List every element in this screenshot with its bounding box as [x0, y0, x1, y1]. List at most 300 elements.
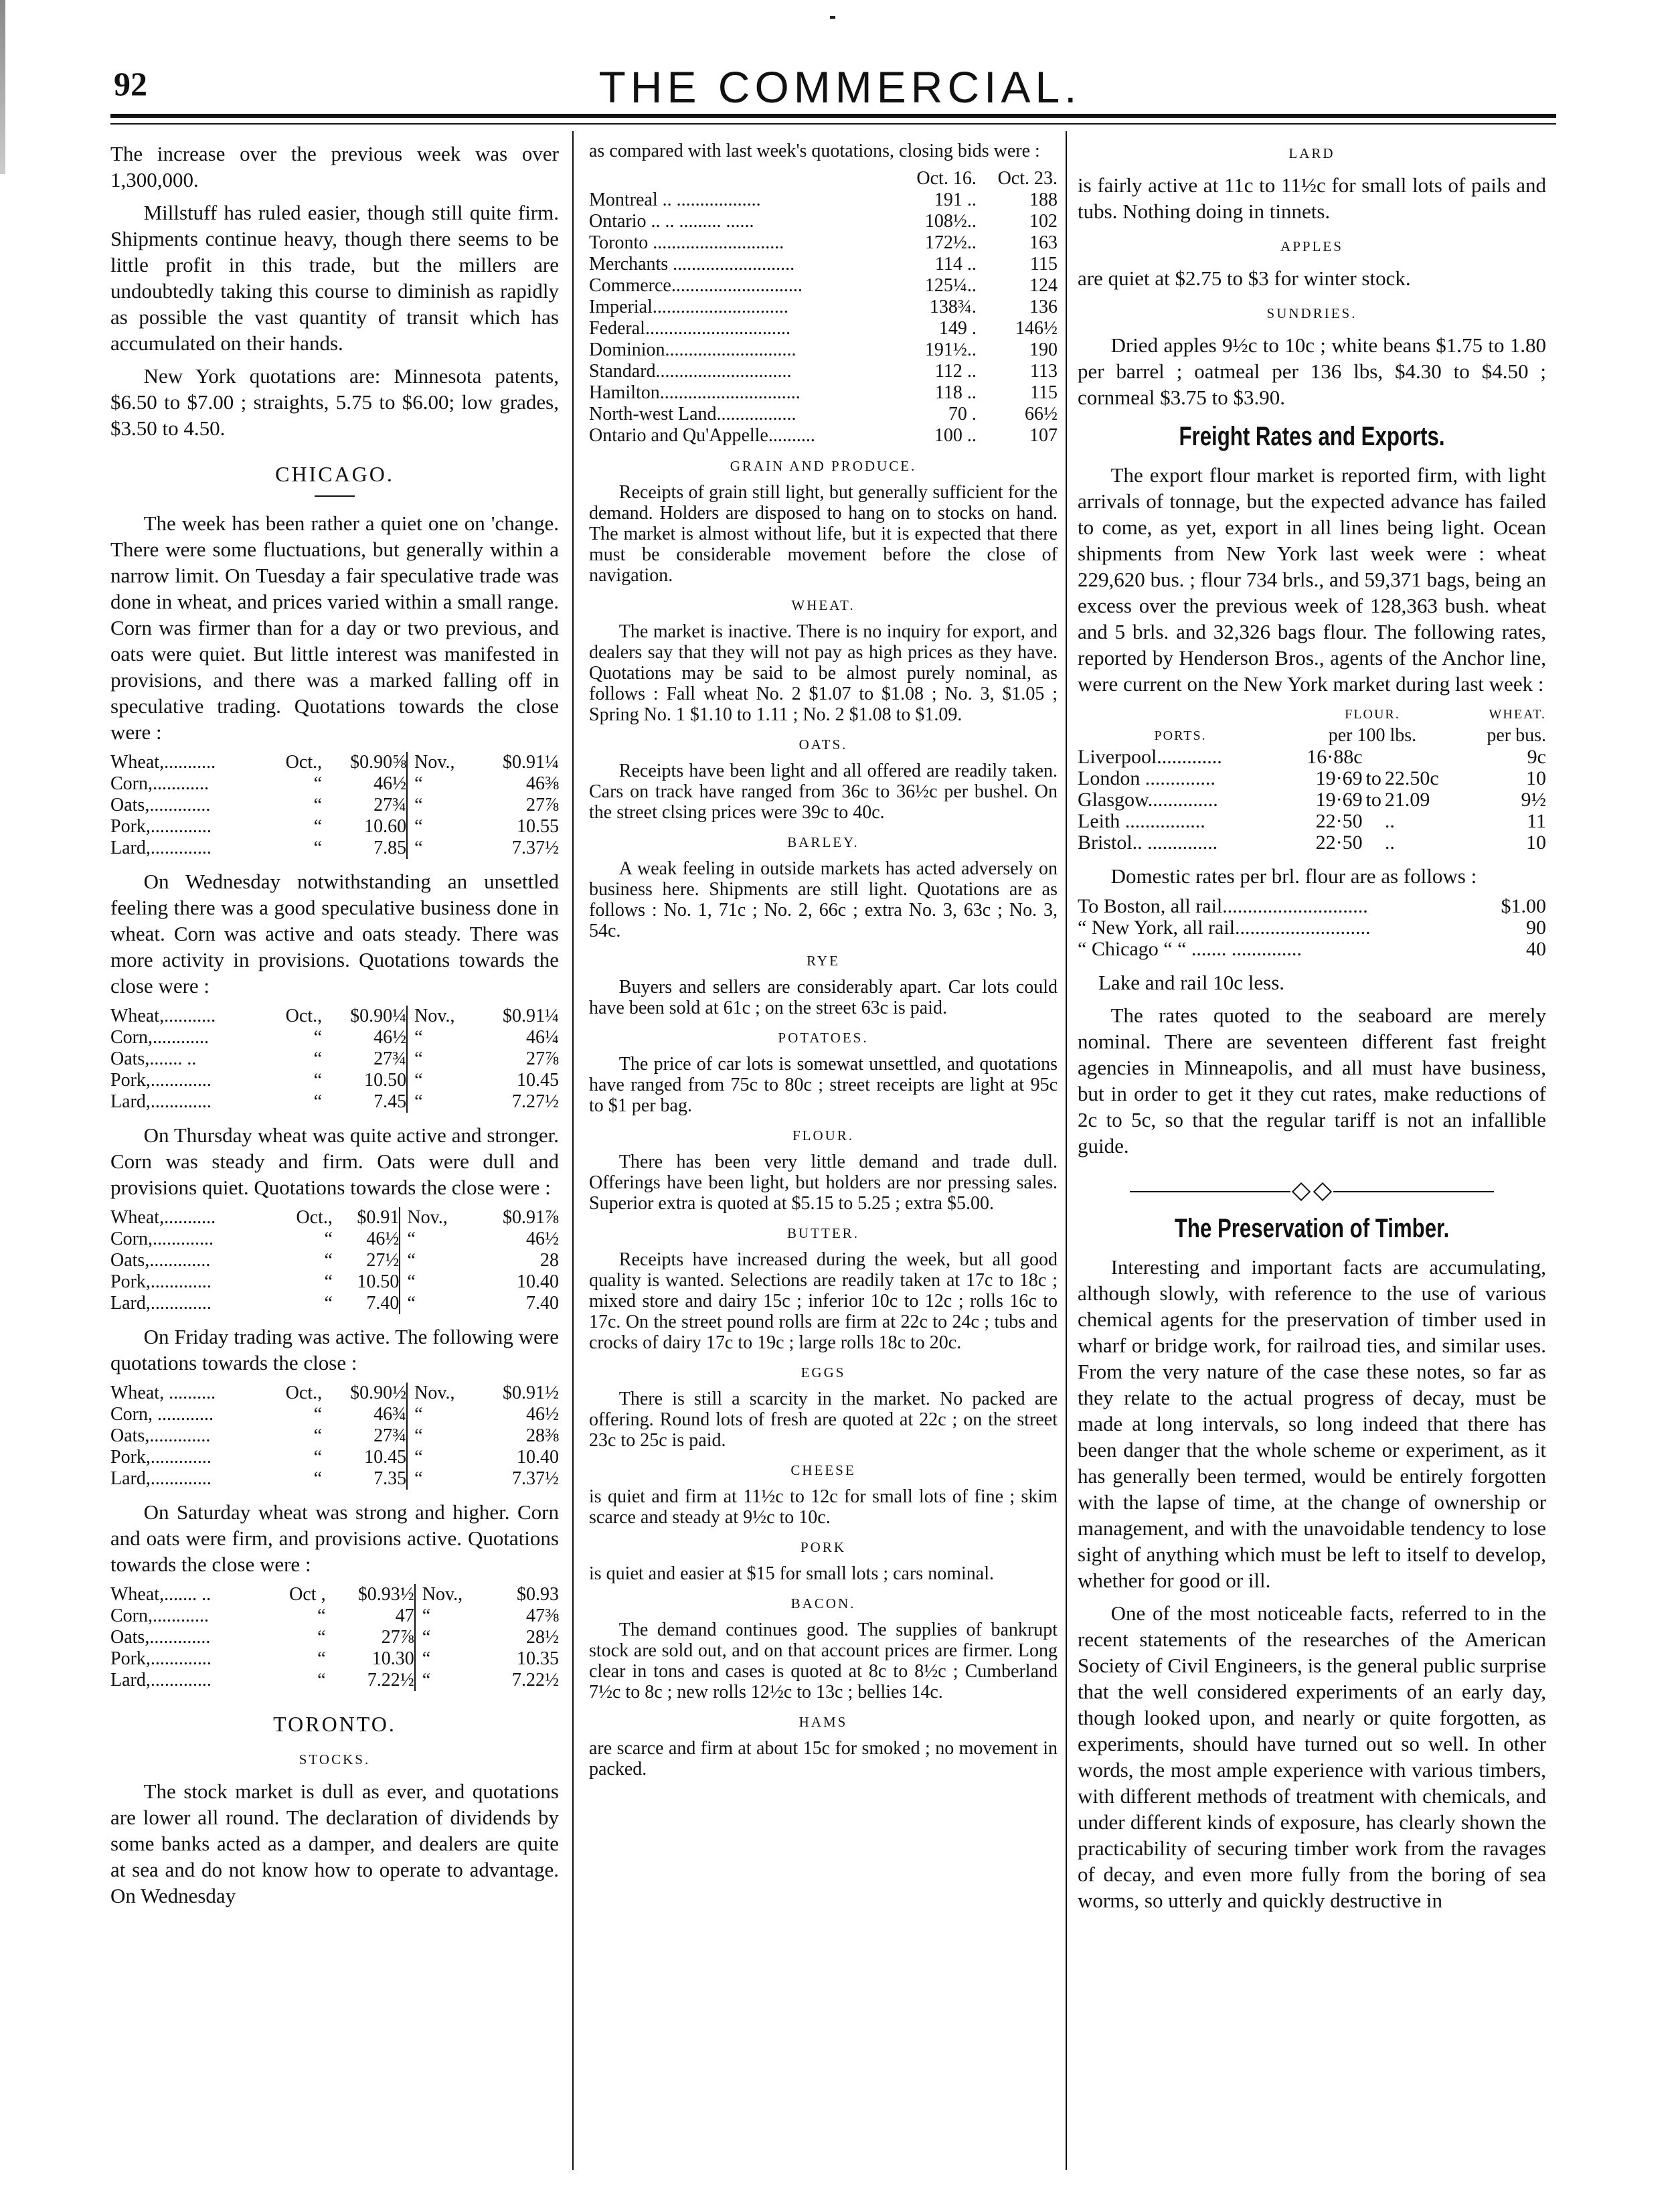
table-row [110, 1404, 559, 1425]
table-row [1078, 896, 1546, 917]
subheading-sundries: SUNDRIES. [1266, 305, 1357, 321]
price-cell: 10.35 [517, 1648, 559, 1669]
month-cell: “ [313, 1048, 323, 1069]
month-cell: “ [414, 1447, 423, 1468]
price-cell: 46⅜ [526, 773, 559, 794]
subheading-grain: GRAIN AND PRODUCE. [730, 458, 917, 474]
price-cell: 46½ [366, 1229, 400, 1249]
commodity-cell: Pork,............. [110, 1070, 212, 1091]
price-cell: 7.27½ [512, 1091, 559, 1112]
price-cell: 191½.. [924, 339, 977, 360]
rate-cell: 22·50 [1315, 832, 1363, 854]
column-divider-left [572, 131, 574, 2170]
table-row [589, 318, 1058, 339]
column-separator [400, 1250, 407, 1271]
month-cell: “ [313, 1027, 323, 1048]
rate-cell: .. [1384, 810, 1395, 832]
price-cell: $0.90¼ [350, 1006, 407, 1026]
month-cell: “ [313, 795, 323, 815]
month-cell: “ [414, 1404, 423, 1425]
table-row [110, 1670, 559, 1691]
price-cell: 10.40 [517, 1447, 559, 1468]
month-cell: Nov., [422, 1584, 463, 1605]
table-row [110, 1425, 559, 1447]
column-separator [400, 1207, 407, 1229]
column-header: Oct. 16. [916, 168, 977, 189]
month-cell: “ [317, 1627, 326, 1648]
column-separator [415, 1648, 422, 1670]
rate-cell [1363, 811, 1385, 832]
price-cell: 46½ [373, 773, 407, 794]
column-separator [407, 1447, 414, 1468]
table-row [110, 1091, 559, 1113]
table-row [110, 795, 559, 816]
paragraph: is fairly active at 11c to 11½c for small lots of pails and tubs. Nothing doing in tinnets. [1078, 173, 1546, 223]
rate-cell: 11 [1527, 810, 1546, 832]
price-cell: 27½ [366, 1250, 400, 1271]
price-cell: 46½ [373, 1027, 407, 1048]
price-cell: 46¾ [373, 1404, 407, 1425]
bank-name-cell: Commerce............................ [589, 275, 803, 296]
bank-name-cell: Merchants .......................... [589, 254, 795, 274]
commodity-cell: Wheat,........... [110, 1207, 216, 1228]
month-cell: “ [317, 1670, 326, 1690]
month-cell: “ [414, 1091, 423, 1112]
price-cell: 107 [1029, 425, 1058, 446]
rate-cell: 22·50 [1315, 810, 1363, 832]
subheading-flour: FLOUR. [792, 1127, 855, 1144]
column-header: per 100 lbs. [1328, 725, 1417, 746]
column-separator [407, 1027, 414, 1048]
month-cell: Oct , [289, 1584, 326, 1605]
paragraph: are scarce and firm at about 15c for smoked ; no movement in packed. [589, 1738, 1058, 1780]
subheading-pork: PORK [800, 1539, 847, 1555]
subheading-apples: APPLES [1280, 238, 1343, 254]
price-cell: $0.90½ [350, 1383, 407, 1403]
rate-cell: $1.00 [1501, 895, 1546, 917]
bank-name-cell: Hamilton.............................. [589, 382, 801, 403]
bank-name-cell: Ontario and Qu'Appelle.......... [589, 425, 815, 446]
masthead-rule-thin [110, 123, 1556, 125]
rate-cell: 90 [1526, 917, 1546, 939]
commodity-cell: Wheat,....... .. [110, 1584, 212, 1605]
table-row [589, 232, 1058, 254]
column-header: per bus. [1487, 725, 1546, 746]
paragraph: as compared with last week's quotations, closing bids were : [589, 141, 1040, 161]
column-left [110, 141, 559, 1915]
commodity-cell: Lard,............. [110, 1091, 212, 1112]
commodity-cell: Corn, ............ [110, 1404, 214, 1425]
table-row [589, 297, 1058, 318]
month-cell: “ [313, 816, 323, 837]
price-cell: 7.37½ [512, 1468, 559, 1489]
commodity-cell: Corn,............ [110, 773, 209, 794]
table-row [589, 382, 1058, 404]
commodity-cell: Pork,............. [110, 816, 212, 837]
port-cell: London .............. [1078, 767, 1215, 789]
price-cell: 10.45 [517, 1070, 559, 1091]
month-cell: “ [422, 1627, 431, 1648]
section-heading-chicago: CHICAGO. [275, 462, 394, 486]
price-cell: 102 [1029, 211, 1058, 232]
subheading-potatoes: POTATOES. [778, 1030, 869, 1046]
port-cell: Bristol.. .............. [1078, 832, 1218, 854]
price-cell: 124 [1029, 275, 1058, 296]
month-cell: “ [313, 838, 323, 858]
price-cell: 10.50 [357, 1271, 400, 1292]
price-cell: 125¼.. [924, 275, 977, 296]
price-cell: 27¾ [373, 1425, 407, 1446]
price-cell: 7.22½ [512, 1670, 559, 1690]
subheading-cheese: CHEESE [790, 1462, 856, 1478]
subheading-eggs: EGGS [801, 1364, 846, 1381]
column-header: Oct. 23. [997, 168, 1058, 189]
month-cell: “ [414, 1048, 423, 1069]
month-cell: “ [313, 1404, 323, 1425]
rate-cell: 40 [1526, 938, 1546, 960]
column-middle [589, 141, 1058, 1786]
rate-cell: 9c [1527, 746, 1546, 768]
rate-cell: .. [1384, 832, 1395, 854]
table-header-row [589, 168, 1058, 189]
table-header-row [1078, 725, 1546, 746]
month-cell: “ [313, 773, 323, 794]
table-row [589, 339, 1058, 361]
month-cell: “ [313, 1091, 323, 1112]
price-cell: 28⅜ [526, 1425, 559, 1446]
commodity-cell: Pork,............. [110, 1648, 212, 1669]
paragraph: is quiet and firm at 11½c to 12c for small lots of fine ; skim scarce and steady at 9½c to 10c. [589, 1486, 1058, 1528]
paragraph: Buyers and sellers are considerably apart. Car lots could have been sold at 61c ; on the street 63c is paid. [589, 977, 1058, 1018]
rate-cell [1363, 746, 1385, 768]
price-cell: 112 .. [934, 361, 977, 382]
table-row [110, 1048, 559, 1070]
rate-cell: 9½ [1521, 789, 1546, 811]
rate-cell: 16·88c [1307, 746, 1363, 768]
column-divider-right [1066, 131, 1067, 2170]
commodity-cell: Lard,............. [110, 1468, 212, 1489]
commodity-cell: Lard,............. [110, 1293, 212, 1314]
table-row [589, 211, 1058, 232]
table-row [1078, 917, 1546, 939]
price-cell: 7.85 [373, 838, 407, 858]
price-cell: 188 [1029, 189, 1058, 210]
price-cell: 108½.. [924, 211, 977, 232]
paragraph: One of the most noticeable facts, referred to in the recent statements of the researches of the American Society of Civil Engineers, is the general public surprise that the well considered experiments of an early day, though looked upon, and nearly or quite forgotten, as experiments, should have turned out so well. In other words, the most ample experience with various timbers, with different methods of treatment with chemicals, and under different kinds of exposure, has clearly shown the practicability of securing timber work from the ravages of decay, and even more fully from the boring of sea worms, so utterly and quickly destructive in [1078, 1601, 1546, 1912]
table-row [110, 1648, 559, 1670]
page-number: 92 [114, 65, 147, 102]
paragraph: The price of car lots is somewat unsettled, and quotations have ranged from 75c to 80c ; street receipts are light at 95c to $1 per bag. [589, 1054, 1058, 1116]
table-row [589, 361, 1058, 382]
price-cell: 138¾. [929, 297, 977, 317]
paragraph: On Saturday wheat was strong and higher. Corn and oats were firm, and provisions active. Quotations towards the close were : [110, 1500, 559, 1576]
price-cell: 10.60 [364, 816, 407, 837]
table-row [1078, 789, 1546, 811]
paragraph: Receipts have increased during the week, but all good quality is wanted. Selections are readily taken at 17c to 18c ; mixed store and dairy 15c ; inferior 10c to 12c ; rolls 16c to 17c. On the street pound rolls are firm at 22c to 24c ; tubs and crocks of dairy 17c to 19c ; large rolls 18c to 20c. [589, 1249, 1058, 1353]
rate-cell: to [1365, 789, 1381, 811]
price-cell: 118 .. [934, 382, 977, 403]
price-cell: $0.90⅝ [350, 752, 407, 773]
month-cell: “ [317, 1648, 326, 1669]
table-row [589, 425, 1058, 447]
price-cell: 172½.. [924, 232, 977, 253]
rate-cell [1385, 746, 1462, 768]
paragraph: Receipts have been light and all offered are readily taken. Cars on track have ranged from 36c to 36½c per bushel. On the street clsing prices were 39c to 40c. [589, 761, 1058, 823]
price-cell: $0.91½ [503, 1383, 559, 1403]
article-heading-timber: The Preservation of Timber. [1174, 1214, 1450, 1243]
rate-cell: to [1365, 767, 1381, 789]
month-cell: “ [324, 1271, 333, 1292]
paragraph: Interesting and important facts are accumulating, although slowly, with reference to the use of various chemical agents for the preservation of timber used in wharf or bridge work, for railroad ties, and similar uses. From the very nature of the case these notes, so far as they relate to the actual progress of decay, must be made at long intervals, so long indeed that there has been danger that the whole scheme or experiment, as it has generally been termed, would be entirely forgotten with the lapse of time, at the change of ownership or management, and with the unavoidable tendency to lose sight of anything which must be left to itself to develop, whether for good or ill. [1078, 1255, 1546, 1592]
paragraph: is quiet and easier at $15 for small lots ; cars nominal. [589, 1563, 994, 1584]
commodity-cell: Corn,............. [110, 1229, 214, 1249]
rate-cell: 21.09 [1384, 789, 1430, 811]
price-cell: $0.93½ [357, 1584, 414, 1605]
paragraph: The rates quoted to the seaboard are merely nominal. There are seventeen different fast freight agencies in Minneapolis, and all must have business, but in order to get it they cut rates, make reductions of 2c to 5c, so that the regular tariff is not an infallible guide. [1078, 1004, 1546, 1158]
section-heading-toronto: TORONTO. [273, 1712, 396, 1736]
quotation-table-saturday [110, 1584, 559, 1691]
month-cell: “ [414, 816, 423, 837]
price-cell: 163 [1029, 232, 1058, 253]
bank-name-cell: Standard............................. [589, 361, 792, 382]
column-separator [407, 1006, 414, 1027]
commodity-cell: Corn,............ [110, 1605, 209, 1626]
column-separator [415, 1670, 422, 1691]
price-cell: 46½ [526, 1229, 559, 1249]
month-cell: “ [407, 1293, 416, 1314]
price-cell: 70 . [948, 404, 977, 424]
price-cell: 10.45 [364, 1447, 407, 1468]
commodity-cell: Pork,............. [110, 1271, 212, 1292]
paragraph: The market is inactive. There is no inquiry for export, and dealers say that they will not pay as high prices as they have. Quotations may be said to be almost purely nominal, as follows : Fall wheat No. 2 $1.07 to $1.08 ; No. 3, $1.05 ; Spring No. 1 $1.10 to 1.11 ; No. 2 $1.08 to $1.09. [589, 621, 1058, 725]
commodity-cell: Lard,............. [110, 838, 212, 858]
column-separator [407, 816, 414, 838]
paragraph: The export flour market is reported firm, with light arrivals of tonnage, but the expected advance has failed to come, as yet, export in all lines being light. Ocean shipments from New York last week were : wheat 229,620 bus. ; flour 734 brls., and 59,371 bags, being an excess over the previous week of 128,363 bush. wheat and 5 brls. and 32,326 bags flour. The following rates, reported by Henderson Bros., agents of the Anchor line, were current on the New York market during last week : [1078, 463, 1546, 696]
month-cell: “ [407, 1271, 416, 1292]
bank-name-cell: Imperial............................. [589, 297, 788, 317]
table-row [110, 1027, 559, 1048]
month-cell: Oct., [296, 1207, 333, 1228]
month-cell: “ [414, 838, 423, 858]
price-cell: 115 [1030, 254, 1058, 274]
paragraph: A weak feeling in outside markets has acted adversely on business here. Shipments are still light. Quotations are as follows : No. 1, 71c ; No. 2, 66c ; extra No. 3, 63c ; No. 3, 54c. [589, 858, 1058, 941]
table-row [589, 254, 1058, 275]
column-separator [400, 1293, 407, 1314]
subheading-hams: HAMS [799, 1714, 848, 1730]
price-cell: 10.40 [517, 1271, 559, 1292]
bank-name-cell: North-west Land................. [589, 404, 796, 424]
table-row [110, 1605, 559, 1627]
quotation-table-thursday [110, 1207, 559, 1314]
table-row [589, 404, 1058, 425]
table-row [110, 773, 559, 795]
table-row [110, 1271, 559, 1293]
paragraph: On Wednesday notwithstanding an unsettled feeling there was a good speculative business done in wheat. Corn was active and oats steady. There was more activity in provisions. Quotations towards the close were : [110, 870, 559, 998]
masthead [0, 0, 1680, 147]
price-cell: 27⅞ [381, 1627, 414, 1648]
table-row [110, 1447, 559, 1468]
column-separator [407, 1425, 414, 1447]
rate-cell: 22.50c [1384, 767, 1439, 789]
price-cell: 27¾ [373, 1048, 407, 1069]
table-row [110, 1293, 559, 1314]
column-header: WHEAT. [1489, 707, 1546, 722]
month-cell: “ [313, 1070, 323, 1091]
subheading-butter: BUTTER. [787, 1225, 859, 1241]
month-cell: “ [414, 795, 423, 815]
rate-cell: 19·69 [1315, 789, 1363, 811]
price-cell: $0.91¼ [503, 752, 559, 773]
table-row [1078, 832, 1546, 854]
month-cell: “ [324, 1250, 333, 1271]
price-cell: 28½ [526, 1627, 559, 1648]
month-cell: “ [313, 1447, 323, 1468]
price-cell: 10.55 [517, 816, 559, 837]
table-row [110, 1207, 559, 1229]
paragraph: Receipts of grain still light, but generally sufficient for the demand. Holders are disposed to hang on to stocks on hand. The market is almost without life, but it is expected that there must be considerable movement before the close of navigation. [589, 482, 1058, 586]
commodity-cell: Corn,............ [110, 1027, 209, 1048]
column-separator [407, 773, 414, 795]
table-row [110, 1627, 559, 1648]
price-cell: 46½ [526, 1404, 559, 1425]
bank-name-cell: Dominion............................ [589, 339, 796, 360]
table-row [110, 1584, 559, 1605]
column-separator [407, 1404, 414, 1425]
price-cell: 7.45 [373, 1091, 407, 1112]
price-cell: 10.30 [371, 1648, 414, 1669]
rate-cell: 10 [1526, 832, 1546, 854]
table-row [110, 816, 559, 838]
commodity-cell: Wheat, .......... [110, 1383, 216, 1403]
price-cell: 7.37½ [512, 838, 559, 858]
price-cell: $0.91⅞ [503, 1207, 559, 1228]
commodity-cell: Oats,............. [110, 795, 211, 815]
commodity-cell: Oats,............. [110, 1425, 211, 1446]
table-row [110, 1229, 559, 1250]
column-header: PORTS. [1154, 728, 1207, 743]
commodity-cell: Oats,............. [110, 1250, 211, 1271]
commodity-cell: Oats,....... .. [110, 1048, 197, 1069]
rate-cell [1363, 832, 1385, 854]
month-cell: “ [407, 1229, 416, 1249]
paragraph: The stock market is dull as ever, and quotations are lower all round. The declaration of dividends by some banks acted as a damper, and dealers are quite at sea and do not know how to operate to advantage. On Wednesday [110, 1780, 559, 1907]
month-cell: “ [313, 1468, 323, 1489]
bank-name-cell: Montreal .. .................. [589, 189, 761, 210]
table-row [110, 1468, 559, 1490]
column-separator [407, 838, 414, 859]
price-cell: 100 .. [934, 425, 977, 446]
subheading-rye: RYE [807, 953, 840, 969]
month-cell: “ [414, 1468, 423, 1489]
column-separator [407, 795, 414, 816]
month-cell: “ [324, 1293, 333, 1314]
column-separator [415, 1584, 422, 1605]
section-ornament [1078, 1176, 1546, 1202]
freight-rates-table [1078, 704, 1546, 854]
month-cell: “ [407, 1250, 416, 1271]
column-separator [400, 1271, 407, 1293]
price-cell: 190 [1029, 339, 1058, 360]
commodity-cell: Lard,............. [110, 1670, 212, 1690]
month-cell: “ [414, 1425, 423, 1446]
bank-stock-table [589, 168, 1058, 447]
price-cell: 66½ [1025, 404, 1058, 424]
table-row [1078, 939, 1546, 960]
table-row [110, 1250, 559, 1271]
table-row [1078, 746, 1546, 768]
column-separator [400, 1229, 407, 1250]
table-row [1078, 768, 1546, 789]
paragraph: Dried apples 9½c to 10c ; white beans $1.75 to 1.80 per barrel ; oatmeal per 136 lbs, $4.30 to $4.50 ; cornmeal $3.75 to $3.90. [1078, 333, 1546, 409]
month-cell: “ [414, 773, 423, 794]
heading-rule [315, 495, 355, 497]
paragraph: On Thursday wheat was quite active and stronger. Corn was steady and firm. Oats were dull and provisions quiet. Quotations towards the close were : [110, 1123, 559, 1199]
article-heading-freight: Freight Rates and Exports. [1179, 422, 1445, 451]
column-separator [407, 1048, 414, 1070]
price-cell: $0.91¼ [503, 1006, 559, 1026]
price-cell: 10.50 [364, 1070, 407, 1091]
column-header: FLOUR. [1345, 707, 1400, 722]
price-cell: 113 [1030, 361, 1058, 382]
month-cell: Nov., [414, 1383, 455, 1403]
column-separator [407, 752, 414, 773]
column-separator [415, 1627, 422, 1648]
route-cell: “ Chicago “ “ ....... .............. [1078, 939, 1302, 960]
bank-name-cell: Toronto ............................ [589, 232, 784, 253]
month-cell: “ [414, 1070, 423, 1091]
rate-cell: 10 [1526, 767, 1546, 789]
paragraph: New York quotations are: Minnesota patents, $6.50 to $7.00 ; straights, 5.75 to $6.00; low grades, $3.50 to 4.50. [110, 364, 559, 440]
price-cell: 27⅞ [526, 1048, 559, 1069]
price-cell: 7.40 [526, 1293, 559, 1314]
domestic-rates-table [1078, 896, 1546, 960]
subheading-lard: LARD [1288, 145, 1335, 161]
paragraph: Domestic rates per brl. flour are as follows : [1110, 864, 1477, 888]
price-cell: 46¼ [526, 1027, 559, 1048]
price-cell: 47⅜ [526, 1605, 559, 1626]
price-cell: 149 . [938, 318, 977, 339]
commodity-cell: Oats,............. [110, 1627, 211, 1648]
month-cell: Nov., [414, 1006, 455, 1026]
paragraph: The week has been rather a quiet one on 'change. There were some fluctuations, but generally within a narrow limit. On Tuesday a fair speculative trade was done in wheat, and prices varied within a small range. Corn was firmer than for a day or two previous, and oats were quiet. But little interest was manifested in provisions, and there was a marked falling off in speculative trading. Quotations towards the close were : [110, 511, 559, 744]
column-separator [407, 1091, 414, 1113]
month-cell: “ [422, 1648, 431, 1669]
table-row [110, 838, 559, 859]
publication-title: THE COMMERCIAL. [598, 62, 1082, 112]
quotation-table-wednesday [110, 1006, 559, 1113]
subheading-barley: BARLEY. [787, 834, 859, 850]
port-cell: Glasgow.............. [1078, 789, 1218, 811]
paragraph: Millstuff has ruled easier, though still quite firm. Shipments continue heavy, though there seems to be little profit in this trade, but the millers are undoubtedly taking this course to diminish as rapidly as possible the vast quantity of transit which has accumulated on their hands. [110, 201, 559, 355]
month-cell: Oct., [285, 1006, 323, 1026]
table-row [110, 1383, 559, 1404]
month-cell: Oct., [285, 1383, 323, 1403]
column-right [1078, 141, 1546, 1920]
paragraph: There has been very little demand and trade dull. Offerings have been light, but holders are nor pressing sales. Superior extra is quoted at $5.15 to 5.25 ; extra $5.00. [589, 1152, 1058, 1214]
quotation-table-friday [110, 1383, 559, 1490]
paragraph: On Friday trading was active. The following were quotations towards the close : [110, 1325, 559, 1374]
column-separator [415, 1605, 422, 1627]
paragraph: are quiet at $2.75 to $3 for winter stock. [1078, 266, 1411, 290]
subheading-bacon: BACON. [790, 1595, 856, 1611]
bank-name-cell: Federal............................... [589, 318, 790, 339]
price-cell: $0.91 [357, 1207, 400, 1228]
month-cell: Nov., [407, 1207, 448, 1228]
month-cell: Nov., [414, 752, 455, 773]
month-cell: “ [324, 1229, 333, 1249]
quotation-table-tuesday [110, 752, 559, 859]
column-separator [407, 1468, 414, 1490]
